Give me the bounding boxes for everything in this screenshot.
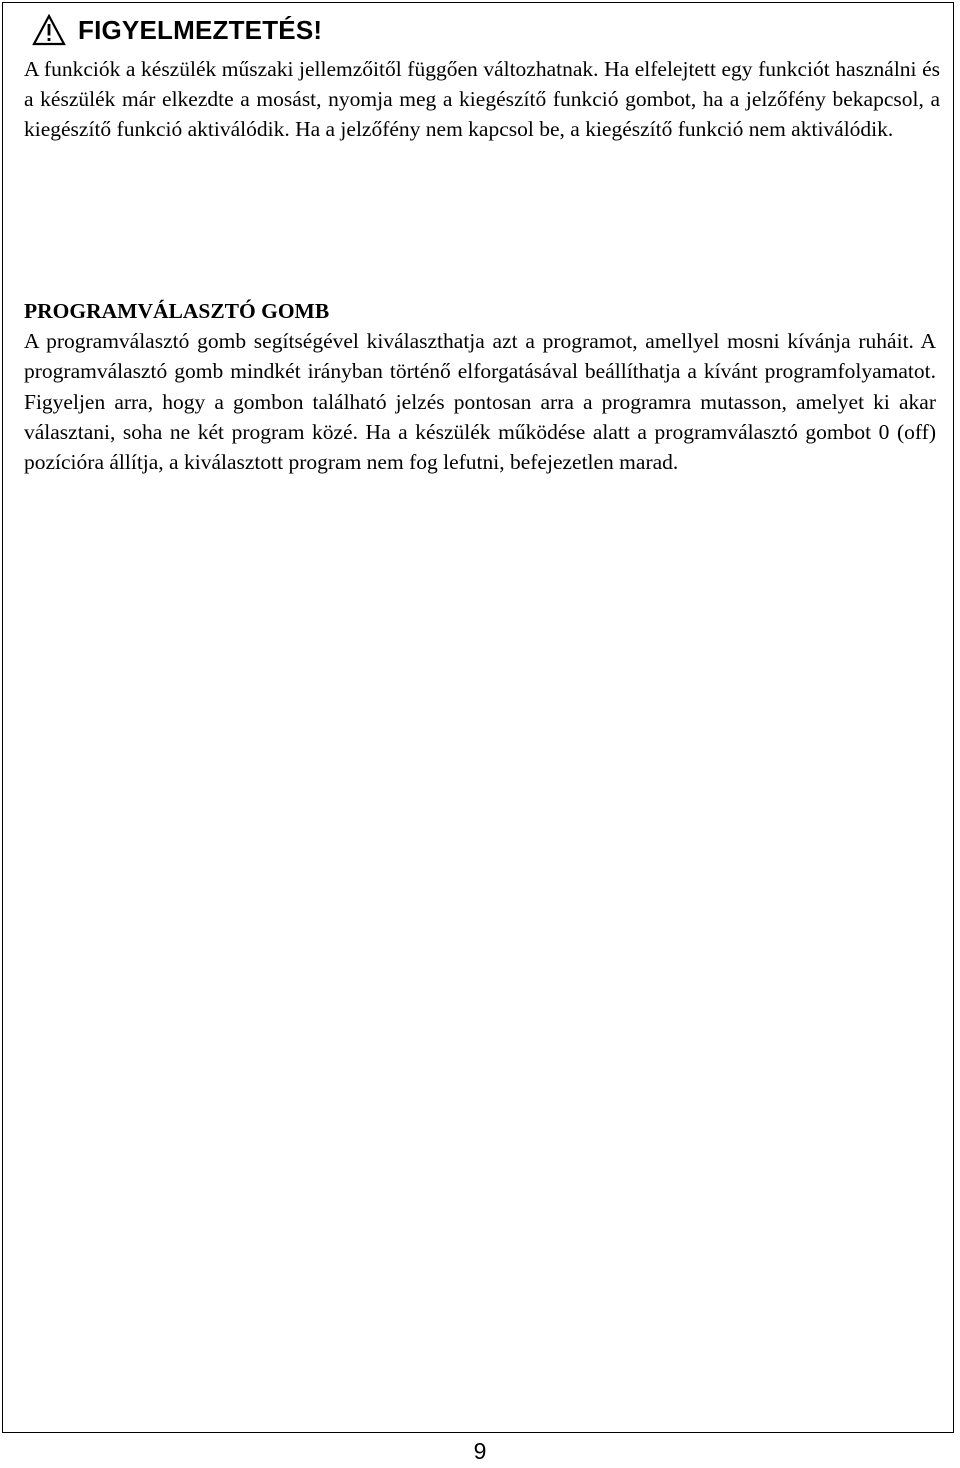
page-frame	[2, 2, 954, 1433]
warning-heading	[24, 10, 940, 50]
warning-triangle-icon	[32, 14, 66, 46]
warning-title: FIGYELMEZTETÉS!	[78, 14, 323, 45]
warning-section	[24, 10, 940, 144]
page-number: 9	[473, 1438, 487, 1464]
section-title: PROGRAMVÁLASZTÓ GOMB	[24, 299, 330, 323]
section-body: A programválasztó gomb segítségével kiválaszthatja azt a programot, amellyel mosni kívánja ruháit. A programválasztó gomb mindkét irányban történő elforgatásával beállíthatja a kívánt programfolyamatot. Figyeljen arra, hogy a gombon található jelzés pontosan arra a programra mutasson, amelyet ki akar választani, soha ne két program közé. Ha a készülék működése alatt a programválasztó gombot 0 (off) pozícióra állítja, a kiválasztott program nem fog lefutni, befejezetlen marad.	[24, 329, 936, 475]
warning-body: A funkciók a készülék műszaki jellemzőitől függően változhatnak. Ha elfelejtett egy funkciót használni és a készülék már elkezdte a mosást, nyomja meg a kiegészítő funkció gombot, ha a jelzőfény bekapcsol, a kiegészítő funkció aktiválódik. Ha a jelzőfény nem kapcsol be, a kiegészítő funkció nem aktiválódik.	[24, 57, 940, 141]
program-selector-section	[24, 296, 936, 477]
